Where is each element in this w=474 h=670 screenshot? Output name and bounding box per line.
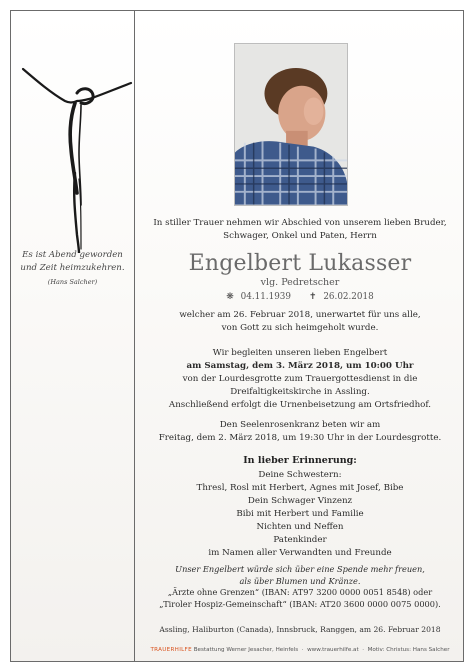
intro-line-1: In stiller Trauer nehmen wir Abschied von unserem lieben Bruder, <box>153 218 447 228</box>
footer: TRAUERHILFE Bestattung Werner Jesacher, Heinfels · www.trauerhilfe.at · Motiv: Christus: Hans Salcher <box>150 647 450 653</box>
life-dates <box>135 292 465 302</box>
birth-star-icon: ❋ <box>226 292 234 302</box>
birth-date: 04.11.1939 <box>240 292 291 302</box>
portrait-image <box>235 44 347 205</box>
donation-line-3: „Ärzte ohne Grenzen“ (IBAN: AT97 3200 0000 0051 8548) oder <box>167 587 433 597</box>
death-line-1: welcher am 26. Februar 2018, unerwartet für uns alle, <box>179 310 421 320</box>
rosary-line-2: Freitag, dem 2. März 2018, um 19:30 Uhr in der Lourdesgrotte. <box>158 433 442 443</box>
memory-line: Patenkinder <box>273 535 327 545</box>
footer-website[interactable]: www.trauerhilfe.at <box>307 647 359 653</box>
funeral-line-3: von der Lourdesgrotte zum Trauergottesdienst in die <box>182 374 418 384</box>
right-column <box>135 11 465 661</box>
funeral-paragraph <box>135 347 465 412</box>
memory-line: im Namen aller Verwandten und Freunde <box>208 548 392 558</box>
memory-title: In lieber Erinnerung: <box>243 455 357 466</box>
rosary-line-1: Den Seelenrosenkranz beten wir am <box>219 420 381 430</box>
funeral-line-1: Wir begleiten unseren lieben Engelbert <box>212 348 388 358</box>
intro-text <box>135 217 465 243</box>
funeral-line-5: Anschließend erfolgt die Urnenbeisetzung am Ortsfriedhof. <box>168 400 432 410</box>
motto-author: (Hans Salcher) <box>47 278 98 286</box>
death-date: 26.02.2018 <box>323 292 374 302</box>
memory-line: Thresl, Rosl mit Herbert, Agnes mit Josef, Bibe <box>196 483 404 493</box>
funeral-line-4: Dreifaltigkeitskirche in Assling. <box>230 387 370 397</box>
portrait-photo <box>234 43 348 206</box>
death-cross-icon: ✝ <box>308 292 317 302</box>
memory-line: Deine Schwestern: <box>258 470 342 480</box>
motto-line-2: und Zeit heimzukehren. <box>20 262 125 273</box>
donation-line-4: „Tiroler Hospiz-Gemeinschaft“ (IBAN: AT20 3600 0000 0075 0000). <box>159 598 441 609</box>
memory-list <box>135 469 465 560</box>
donation-line-2: als über Blumen und Kränze. <box>239 575 361 586</box>
left-column <box>11 11 134 661</box>
place-date: Assling, Haliburton (Canada), Innsbruck, Ranggen, am 26. Februar 2018 <box>159 625 441 634</box>
death-line-2: von Gott zu sich heimgeholt wurde. <box>221 323 379 333</box>
footer-company: Bestattung Werner Jesacher, Heinfels <box>193 647 299 653</box>
intro-line-2: Schwager, Onkel und Paten, Herrn <box>223 231 377 241</box>
motto <box>11 249 134 289</box>
deceased-name: Engelbert Lukasser <box>188 251 412 276</box>
deceased-nickname: vlg. Pedretscher <box>260 277 340 288</box>
funeral-line-2: am Samstag, dem 3. März 2018, um 10:00 Uhr <box>186 361 414 371</box>
motto-line-1: Es ist Abend geworden <box>22 250 123 260</box>
donation-paragraph <box>135 564 465 610</box>
death-paragraph <box>135 309 465 335</box>
memory-line: Bibi mit Herbert und Familie <box>236 509 364 519</box>
memory-line: Dein Schwager Vinzenz <box>247 496 353 506</box>
donation-line-1: Unser Engelbert würde sich über eine Spende mehr freuen, <box>175 564 425 574</box>
footer-brand: TRAUERHILFE <box>150 647 192 653</box>
memory-line: Nichten und Neffen <box>256 522 344 532</box>
footer-motif: Motiv: Christus: Hans Salcher <box>367 647 450 653</box>
crucifix-icon <box>15 53 133 253</box>
rosary-paragraph <box>135 419 465 445</box>
obituary-card <box>10 10 464 662</box>
